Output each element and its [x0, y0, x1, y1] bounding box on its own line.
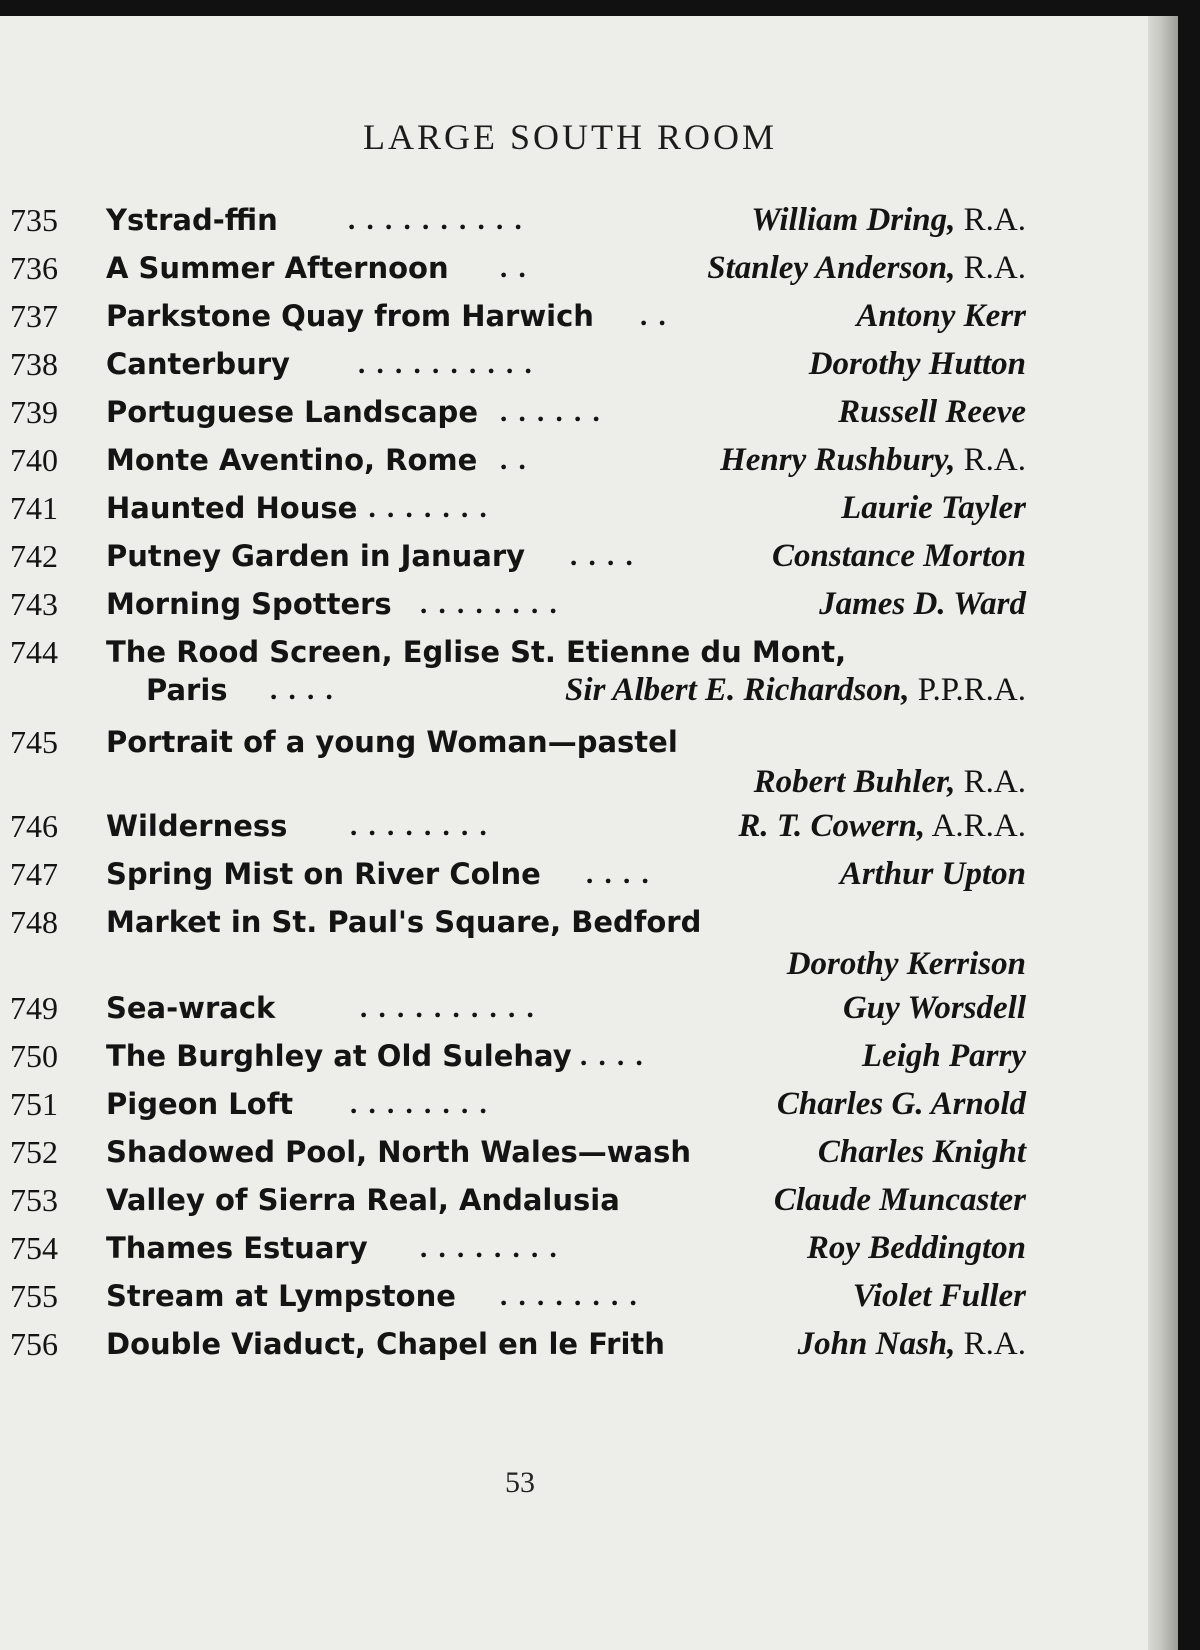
entry-number: 754 [10, 1230, 58, 1266]
catalogue-entry [10, 634, 1026, 714]
entry-number: 735 [10, 202, 58, 238]
artist-name: R. T. Cowern, [738, 808, 926, 844]
entry-number: 747 [10, 856, 58, 892]
leader-dots: . . . . . . . . . . [360, 992, 536, 1024]
entry-artist [751, 202, 1026, 238]
entry-artist [818, 1134, 1026, 1170]
artist-name: Henry Rushbury, [720, 442, 956, 478]
entry-number: 756 [10, 1326, 58, 1362]
entry-artist [840, 856, 1026, 892]
artist-name: Guy Worsdell [842, 990, 1026, 1026]
entry-artist [798, 1326, 1026, 1362]
entry-title: Thames Estuary [106, 1231, 368, 1265]
entry-title: Valley of Sierra Real, Andalusia [106, 1183, 620, 1217]
artist-honor: R.A. [963, 764, 1026, 800]
entry-title: Putney Garden in January [106, 539, 526, 573]
artist-name: Dorothy Hutton [808, 346, 1026, 382]
entry-number: 752 [10, 1134, 58, 1170]
entry-artist [853, 1278, 1026, 1314]
entry-artist [809, 346, 1026, 382]
leader-dots: . . . . [580, 1040, 645, 1072]
entry-artist [738, 808, 1026, 844]
entry-artist [787, 946, 1026, 982]
artist-name: Russell Reeve [838, 394, 1026, 430]
catalogue-entry [10, 904, 1026, 984]
entry-artist [856, 298, 1026, 334]
artist-name: Claude Muncaster [773, 1182, 1026, 1218]
artist-honor: P.P.R.A. [917, 672, 1026, 708]
entry-artist [772, 538, 1026, 574]
entry-artist [565, 672, 1026, 708]
entry-title: The Rood Screen, Eglise St. Etienne du Mont, [106, 635, 847, 669]
artist-name: Antony Kerr [856, 298, 1026, 334]
entry-artist [754, 764, 1026, 800]
entry-artist [862, 1038, 1026, 1074]
artist-honor: A.R.A. [931, 808, 1026, 844]
leader-dots: . . . . . . . . . . [358, 348, 534, 380]
entry-title: Ystrad-ffin [106, 203, 278, 237]
artist-honor: R.A. [963, 202, 1026, 238]
entry-number: 749 [10, 990, 58, 1026]
entry-number: 740 [10, 442, 58, 478]
entry-title: The Burghley at Old Sulehay [106, 1039, 572, 1073]
leader-dots: . . . . [570, 540, 635, 572]
entry-number: 738 [10, 346, 58, 382]
leader-dots: . . . . . . . . [500, 1280, 639, 1312]
entry-artist [774, 1182, 1026, 1218]
page-spine-edge [1148, 16, 1178, 1650]
artist-name: Leigh Parry [861, 1038, 1026, 1074]
room-heading: LARGE SOUTH ROOM [362, 117, 777, 157]
leader-dots: . . . . . . . . [350, 1088, 489, 1120]
entry-number: 750 [10, 1038, 58, 1074]
artist-name: Charles Knight [817, 1134, 1026, 1170]
entry-title-continued: Paris [146, 673, 228, 707]
entry-title: Stream at Lympstone [106, 1279, 456, 1313]
entry-number: 737 [10, 298, 58, 334]
artist-name: Robert Buhler, [753, 764, 956, 800]
leader-dots: . . [500, 252, 528, 284]
artist-name: James D. Ward [819, 586, 1026, 622]
artist-name: John Nash, [797, 1326, 956, 1362]
entry-number: 744 [10, 634, 58, 670]
artist-name: Stanley Anderson, [707, 250, 956, 286]
leader-dots: . . . . . . . . [420, 588, 559, 620]
entry-artist [720, 442, 1026, 478]
catalogue-page [0, 16, 1178, 1650]
entry-artist [841, 490, 1026, 526]
entry-number: 741 [10, 490, 58, 526]
entry-number: 751 [10, 1086, 58, 1122]
leader-dots: . . [640, 300, 668, 332]
leader-dots: . . . . . . . . . . [348, 204, 524, 236]
entry-title: Pigeon Loft [106, 1087, 294, 1121]
artist-honor: R.A. [963, 442, 1026, 478]
entry-number: 746 [10, 808, 58, 844]
entry-artist [843, 990, 1026, 1026]
entry-number: 743 [10, 586, 58, 622]
entry-artist [819, 586, 1026, 622]
entry-title: Morning Spotters [106, 587, 392, 621]
leader-dots: . . . . . . . . [350, 492, 489, 524]
entry-title: Parkstone Quay from Harwich [106, 299, 594, 333]
entry-number: 739 [10, 394, 58, 430]
artist-name: Arthur Upton [839, 856, 1026, 892]
catalogue-entry [10, 724, 1026, 804]
entry-artist [807, 1230, 1026, 1266]
entry-artist [707, 250, 1026, 286]
entry-artist [838, 394, 1026, 430]
entry-title: Canterbury [106, 347, 290, 381]
entry-title: Spring Mist on River Colne [106, 857, 541, 891]
entry-number: 736 [10, 250, 58, 286]
artist-name: Dorothy Kerrison [786, 946, 1026, 982]
leader-dots: . . . . . . [500, 396, 602, 428]
entry-title: A Summer Afternoon [106, 251, 449, 285]
artist-name: Sir Albert E. Richardson, [565, 672, 910, 708]
leader-dots: . . . . . . . . [420, 1232, 559, 1264]
entry-title: Market in St. Paul's Square, Bedford [106, 905, 702, 939]
artist-name: Laurie Tayler [841, 490, 1026, 526]
entry-artist [777, 1086, 1026, 1122]
artist-name: Roy Beddington [806, 1230, 1026, 1266]
entry-title: Portuguese Landscape [106, 395, 478, 429]
entry-number: 742 [10, 538, 58, 574]
artist-honor: R.A. [963, 250, 1026, 286]
entry-number: 755 [10, 1278, 58, 1314]
artist-name: Constance Morton [772, 538, 1026, 574]
artist-honor: R.A. [963, 1326, 1026, 1362]
entry-title: Double Viaduct, Chapel en le Frith [106, 1327, 665, 1361]
entry-number: 753 [10, 1182, 58, 1218]
leader-dots: . . . . [270, 674, 335, 706]
entry-title: Portrait of a young Woman—pastel [106, 725, 678, 759]
entry-title: Sea-wrack [106, 991, 276, 1025]
entry-number: 745 [10, 724, 58, 760]
artist-name: William Dring, [751, 202, 956, 238]
artist-name: Violet Fuller [852, 1278, 1026, 1314]
entry-title: Haunted House [106, 491, 358, 525]
leader-dots: . . [500, 444, 528, 476]
entry-title: Wilderness [106, 809, 288, 843]
page-number: 53 [505, 1466, 535, 1499]
artist-name: Charles G. Arnold [776, 1086, 1026, 1122]
leader-dots: . . . . . . . . [350, 810, 489, 842]
entry-number: 748 [10, 904, 58, 940]
entry-title: Monte Aventino, Rome [106, 443, 478, 477]
entry-title: Shadowed Pool, North Wales—wash [106, 1135, 692, 1169]
leader-dots: . . . . [586, 858, 651, 890]
